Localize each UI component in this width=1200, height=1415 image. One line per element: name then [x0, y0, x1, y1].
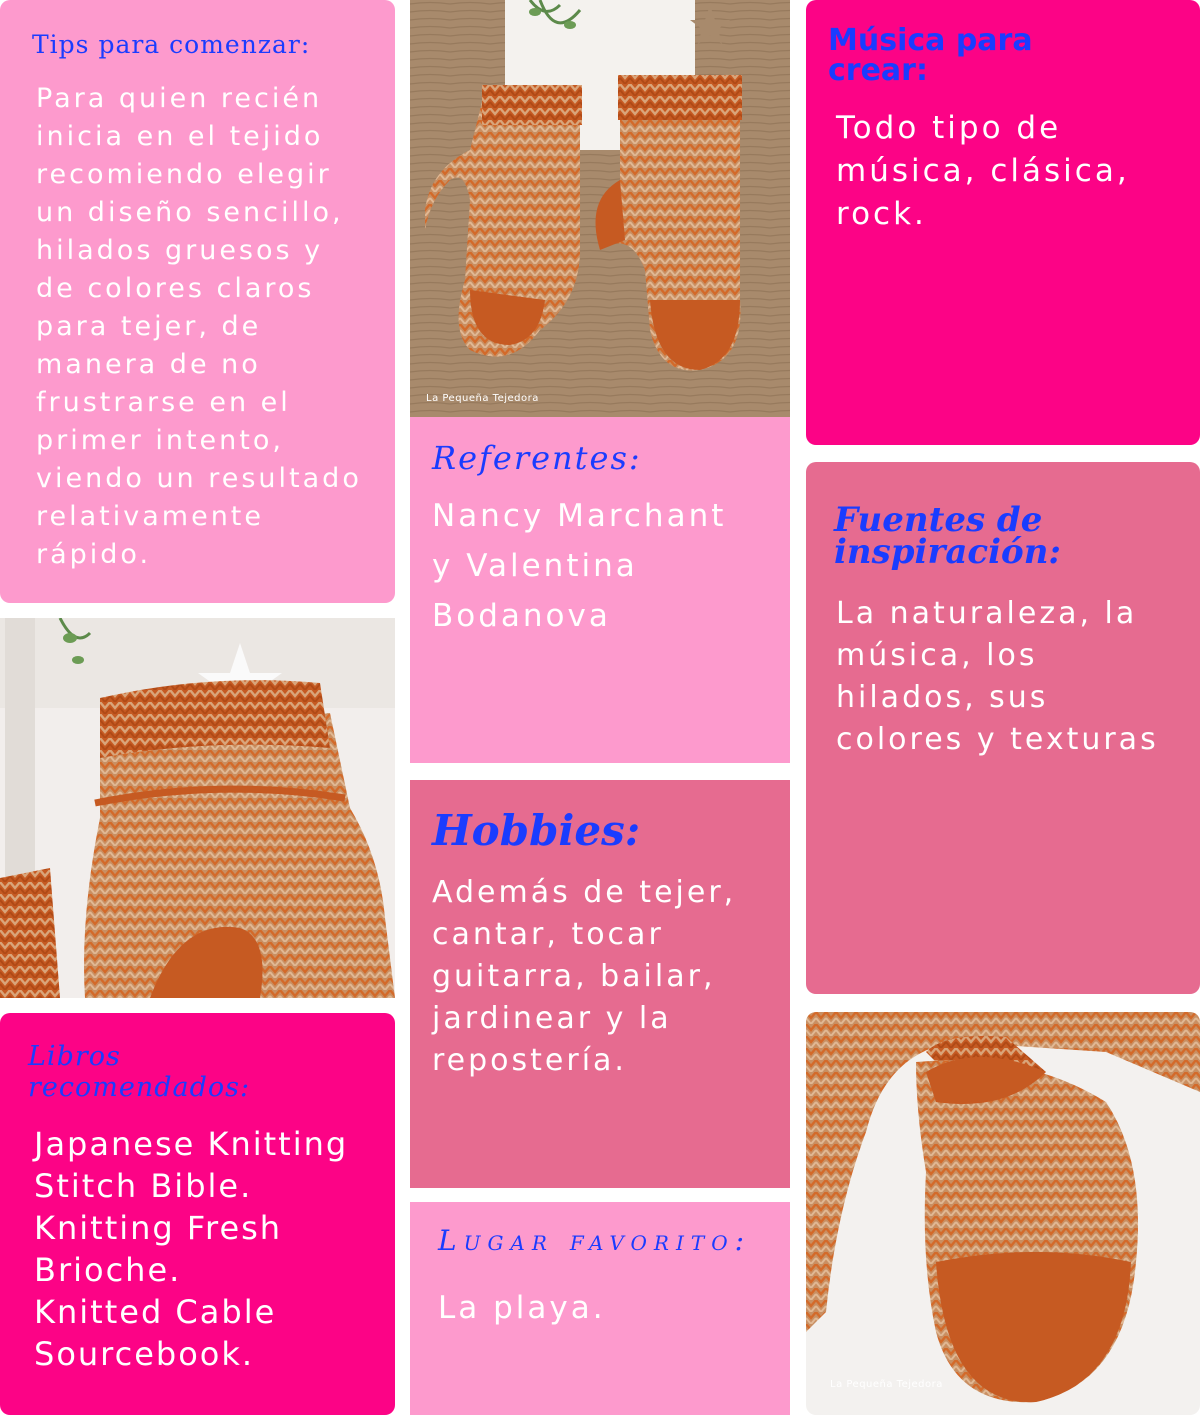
socks-photo-top — [410, 0, 790, 417]
sock-photo-right — [806, 1012, 1200, 1415]
sock-photo-left — [0, 618, 395, 998]
lugar-text: La playa. — [438, 1290, 606, 1326]
fuentes-text: La naturaleza, la música, los hilados, sus colores y texturas — [836, 596, 1159, 757]
lugar-title: Lugar favorito: — [438, 1224, 752, 1257]
fuentes-title: Fuentes de inspiración: — [834, 500, 1061, 572]
libros-line: Stitch Bible. — [34, 1167, 253, 1205]
referentes-title: Referentes: — [432, 439, 642, 477]
libros-card — [0, 1013, 395, 1415]
photo-watermark: La Pequeña Tejedora — [830, 1379, 943, 1390]
libros-line: Sourcebook. — [34, 1335, 255, 1373]
hobbies-card — [410, 780, 790, 1188]
libros-line: Brioche. — [34, 1251, 182, 1289]
photo-watermark: La Pequeña Tejedora — [426, 393, 539, 404]
hobbies-text: Además de tejer, cantar, tocar guitarra, bailar, jardinear y la repostería. — [432, 875, 737, 1078]
fuentes-card — [806, 462, 1200, 994]
tips-card — [0, 0, 395, 603]
libros-line: Knitting Fresh — [34, 1209, 283, 1247]
tips-title: Tips para comenzar: — [32, 30, 311, 59]
musica-title: Música para crear: — [828, 23, 1033, 88]
libros-list — [34, 1123, 384, 1375]
tips-text: Para quien recién inicia en el tejido recomiendo elegir un diseño sencillo, hilados gruesos y de colores claros para tejer, de manera de no frustrarse en el primer intento, viendo un resultado relativamente rápido. — [36, 83, 362, 570]
referentes-text: Nancy Marchant y Valentina Bodanova — [432, 498, 727, 634]
referentes-card — [410, 417, 790, 763]
hobbies-title: Hobbies: — [432, 806, 641, 855]
lugar-card — [410, 1202, 790, 1415]
musica-card — [806, 0, 1200, 445]
musica-text: Todo tipo de música, clásica, rock. — [836, 110, 1130, 232]
libros-title: Libros recomendados: — [28, 1041, 251, 1103]
libros-line: Japanese Knitting — [34, 1125, 349, 1163]
libros-line: Knitted Cable — [34, 1293, 277, 1331]
